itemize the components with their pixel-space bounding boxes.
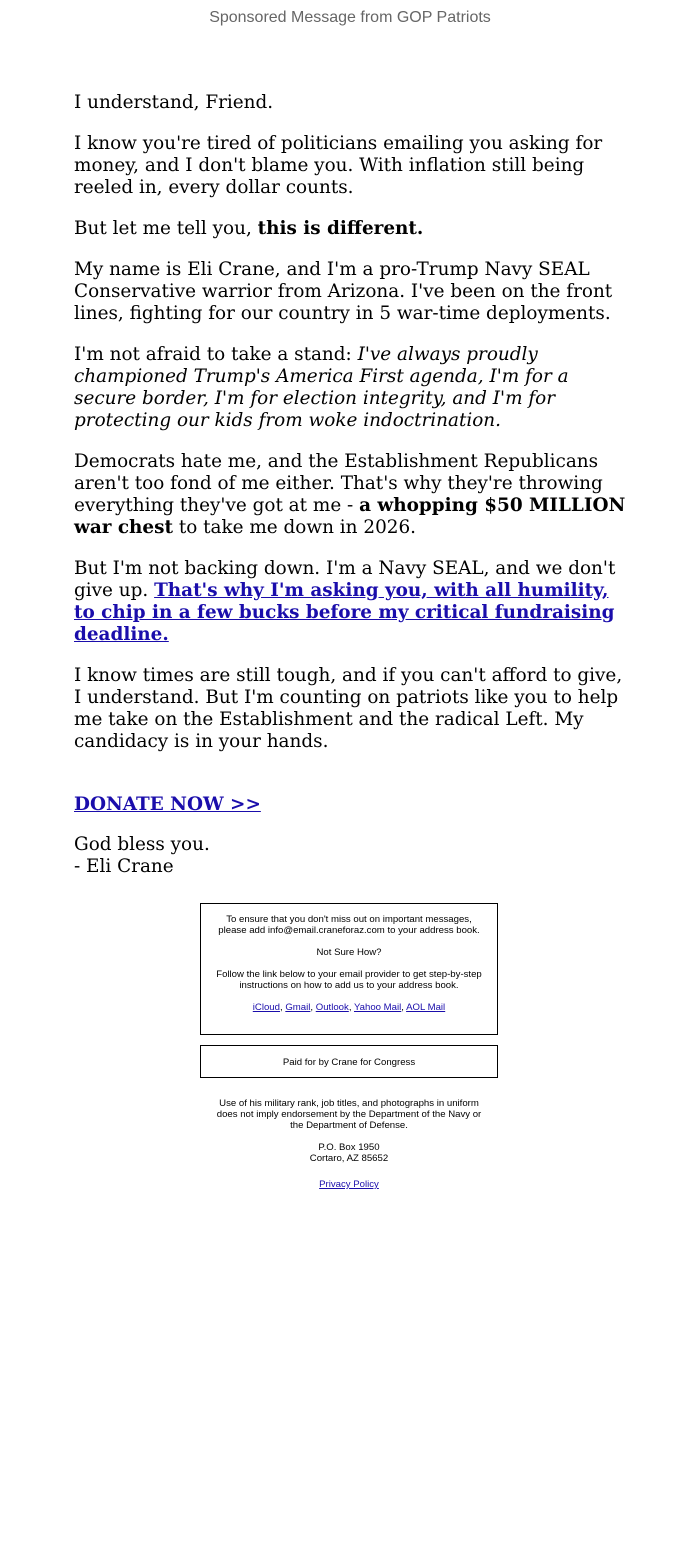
paragraph-3: My name is Eli Crane, and I'm a pro-Trump Navy SEAL Conservative warrior from Arizona. I've been on the front lines, fighting for our country in 5 war-time deployments. <box>74 259 613 324</box>
address-book-box <box>200 903 498 1035</box>
paid-for-box <box>200 1045 498 1078</box>
donate-now-link[interactable]: DONATE NOW >> <box>74 794 261 815</box>
footer-disclaimer <box>200 1098 498 1201</box>
signoff-block <box>74 834 634 878</box>
not-sure-heading: Not Sure How? <box>316 947 382 958</box>
provider-links: iCloud, Gmail, Outlook, Yahoo Mail, AOL Mail <box>252 1002 446 1013</box>
paragraph-5-emphasis: a whopping $50 MILLION war chest <box>74 495 626 538</box>
provider-link-yahoo[interactable]: Yahoo Mail <box>353 1002 402 1013</box>
mailing-address <box>200 1142 498 1164</box>
privacy-policy-link[interactable]: Privacy Policy <box>319 1179 379 1190</box>
provider-link-outlook[interactable]: Outlook <box>315 1002 349 1013</box>
paragraph-5-tail: to take me down in 2026. <box>172 517 417 538</box>
paragraph-2-emphasis: this is different. <box>257 218 424 239</box>
paragraph-5-lead: Democrats hate me, and the Establishment Republicans aren't too fond of me either. That's why they're throwing everything they've got at me - <box>74 451 603 516</box>
signoff: God bless you. <box>74 834 210 855</box>
sponsor-banner: Sponsored Message from GOP Patriots <box>209 9 491 26</box>
privacy-paragraph <box>200 1179 498 1190</box>
paragraph-2-lead: But let me tell you, <box>74 218 258 239</box>
signature: - Eli Crane <box>74 856 174 877</box>
letter-body <box>74 92 634 897</box>
paragraph-2 <box>74 218 634 240</box>
provider-link-aol[interactable]: AOL Mail <box>406 1002 446 1013</box>
greeting: I understand, Friend. <box>74 92 274 113</box>
dod-disclaimer: Use of his military rank, job titles, and photographs in uniform does not imply endorsement by the Department of the Navy or the Department of Defense. <box>216 1098 482 1131</box>
paragraph-4-italic: I've always proudly championed Trump's America First agenda, I'm for a secure border, I'm for election integrity, and I'm for protecting our kids from woke indoctrination. <box>74 344 569 431</box>
paragraph-4 <box>74 344 634 432</box>
paragraph-7: I know times are still tough, and if you can't afford to give, I understand. But I'm counting on patriots like you to help me take on the Establishment and the radical Left. My candidacy is in your hands. <box>74 665 623 752</box>
paragraph-6-lead: But I'm not backing down. I'm a Navy SEAL, and we don't give up. <box>74 558 616 601</box>
po-box: P.O. Box 1950 <box>318 1142 380 1153</box>
paragraph-6 <box>74 558 634 646</box>
paragraph-4-lead: I'm not afraid to take a stand: <box>74 344 358 365</box>
follow-note: Follow the link below to your email provider to get step-by-step instructions on how to add us to your address book. <box>216 969 482 991</box>
provider-link-icloud[interactable]: iCloud <box>252 1002 280 1013</box>
chip-in-link[interactable]: That's why I'm asking you, with all humility, to chip in a few bucks before my critical fundraising deadline. <box>74 580 615 645</box>
paid-for-text: Paid for by Crane for Congress <box>282 1057 416 1068</box>
address-book-note: To ensure that you don't miss out on important messages, please add info@email.craneforaz.com to your address book. <box>218 914 480 936</box>
paragraph-5 <box>74 451 634 539</box>
paragraph-1: I know you're tired of politicians emailing you asking for money, and I don't blame you. With inflation still being reeled in, every dollar counts. <box>74 133 603 198</box>
provider-link-gmail[interactable]: Gmail <box>285 1002 311 1013</box>
donate-paragraph <box>74 794 634 816</box>
city-state-zip: Cortaro, AZ 85652 <box>309 1153 389 1164</box>
